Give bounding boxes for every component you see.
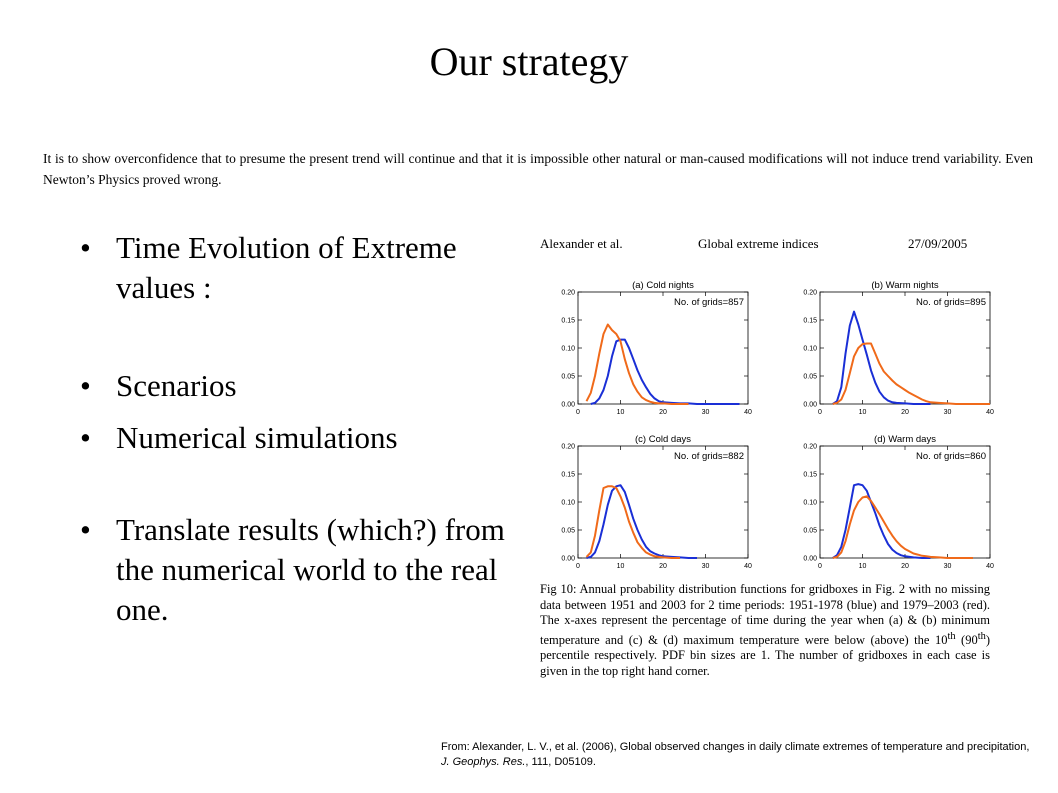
figure-caption	[540, 582, 990, 679]
x-tick-label: 20	[901, 409, 909, 416]
y-tick-label: 0.00	[803, 555, 817, 563]
series-line-orange	[833, 344, 990, 405]
chart-panel	[561, 280, 752, 416]
pdf-charts	[530, 270, 994, 620]
bullet-item: • Time Evolution of Extreme values :	[80, 228, 510, 308]
x-tick-label: 10	[616, 563, 625, 570]
x-tick-label: 20	[659, 563, 667, 570]
y-tick-label: 0.00	[803, 401, 817, 409]
y-tick-label: 0.10	[803, 345, 817, 353]
chart-panel	[803, 280, 994, 416]
x-tick-label: 20	[901, 563, 909, 570]
caption-text: Fig 10: Annual probability distribution functions for gridboxes in Fig. 2 with no missing data between 1951 and 2003 for 2 time periods: 1951-1978 (blue) and 1979–2003 (red). The x-axes represent the percentage of time during the year when (a) & (b) minimum temperature and (c) & (d) maximum temperature were below (above) the 10	[540, 582, 990, 647]
series-line-blue	[833, 312, 931, 404]
figure-header-title: Global extreme indices	[698, 236, 819, 251]
figure-header-date: 27/09/2005	[908, 236, 968, 251]
caption-sup: th	[947, 630, 956, 642]
x-tick-label: 0	[818, 563, 822, 570]
y-tick-label: 0.10	[561, 345, 575, 353]
y-tick-label: 0.00	[561, 555, 575, 563]
y-tick-label: 0.05	[803, 373, 817, 381]
x-tick-label: 10	[858, 409, 867, 416]
x-tick-label: 40	[744, 563, 752, 570]
y-tick-label: 0.20	[803, 289, 817, 297]
bullet-item: • Scenarios	[80, 366, 510, 406]
y-tick-label: 0.15	[803, 471, 817, 479]
chart-annotation: No. of grids=882	[674, 451, 744, 462]
caption-text: (90	[955, 632, 978, 647]
y-tick-label: 0.10	[803, 499, 817, 507]
x-tick-label: 0	[576, 409, 580, 416]
chart-annotation: No. of grids=857	[674, 297, 744, 308]
y-tick-label: 0.20	[561, 289, 575, 297]
x-tick-label: 40	[986, 409, 994, 416]
series-line-orange	[833, 496, 973, 558]
chart-annotation: No. of grids=860	[916, 451, 986, 462]
y-tick-label: 0.05	[803, 527, 817, 535]
caption-sup: th	[977, 630, 986, 642]
x-tick-label: 40	[986, 563, 994, 570]
x-tick-label: 20	[659, 409, 667, 416]
x-tick-label: 0	[818, 409, 822, 416]
series-line-orange	[587, 486, 681, 558]
bullet-item: • Translate results (which?) from the numerical world to the real one.	[80, 510, 510, 630]
bullet-list	[80, 228, 510, 630]
x-tick-label: 10	[616, 409, 625, 416]
citation-journal: J. Geophys. Res.	[441, 756, 526, 768]
chart-panel	[561, 434, 752, 570]
plot-frame	[578, 446, 748, 558]
citation-text: , 111, D05109.	[525, 756, 596, 768]
chart-title: (c) Cold days	[635, 434, 691, 445]
y-tick-label: 0.15	[561, 317, 575, 325]
x-tick-label: 30	[701, 409, 710, 416]
caption-text: ) percentile respectively. PDF bin sizes are 1. The number of gridboxes in each case is given in the top right hand corner.	[540, 632, 990, 678]
series-line-blue	[833, 484, 931, 558]
citation-text: From: Alexander, L. V., et al. (2006), Global observed changes in daily climate extremes of temperature and precipitation,	[441, 741, 1030, 753]
y-tick-label: 0.05	[561, 527, 575, 535]
chart-title: (a) Cold nights	[632, 280, 694, 291]
y-tick-label: 0.10	[561, 499, 575, 507]
x-tick-label: 30	[701, 563, 710, 570]
series-line-blue	[591, 340, 740, 404]
source-citation	[441, 740, 1041, 770]
x-tick-label: 30	[943, 563, 952, 570]
x-tick-label: 0	[576, 563, 580, 570]
y-tick-label: 0.20	[803, 443, 817, 451]
y-tick-label: 0.20	[561, 443, 575, 451]
chart-panel	[803, 434, 994, 570]
y-tick-label: 0.00	[561, 401, 575, 409]
figure-header-author: Alexander et al.	[540, 236, 623, 251]
chart-title: (d) Warm days	[874, 434, 936, 445]
y-tick-label: 0.05	[561, 373, 575, 381]
bullet-item: • Numerical simulations	[80, 418, 510, 458]
intro-text: It is to show overconfidence that to presume the present trend will continue and that it is impossible other natural or man-caused modifications will not induce trend variability. Even Newton’s Physics proved wrong.	[43, 151, 1033, 187]
x-tick-label: 40	[744, 409, 752, 416]
slide-title: Our strategy	[429, 39, 629, 84]
x-tick-label: 10	[858, 563, 867, 570]
chart-annotation: No. of grids=895	[916, 297, 986, 308]
chart-title: (b) Warm nights	[871, 280, 939, 291]
y-tick-label: 0.15	[561, 471, 575, 479]
y-tick-label: 0.15	[803, 317, 817, 325]
x-tick-label: 30	[943, 409, 952, 416]
